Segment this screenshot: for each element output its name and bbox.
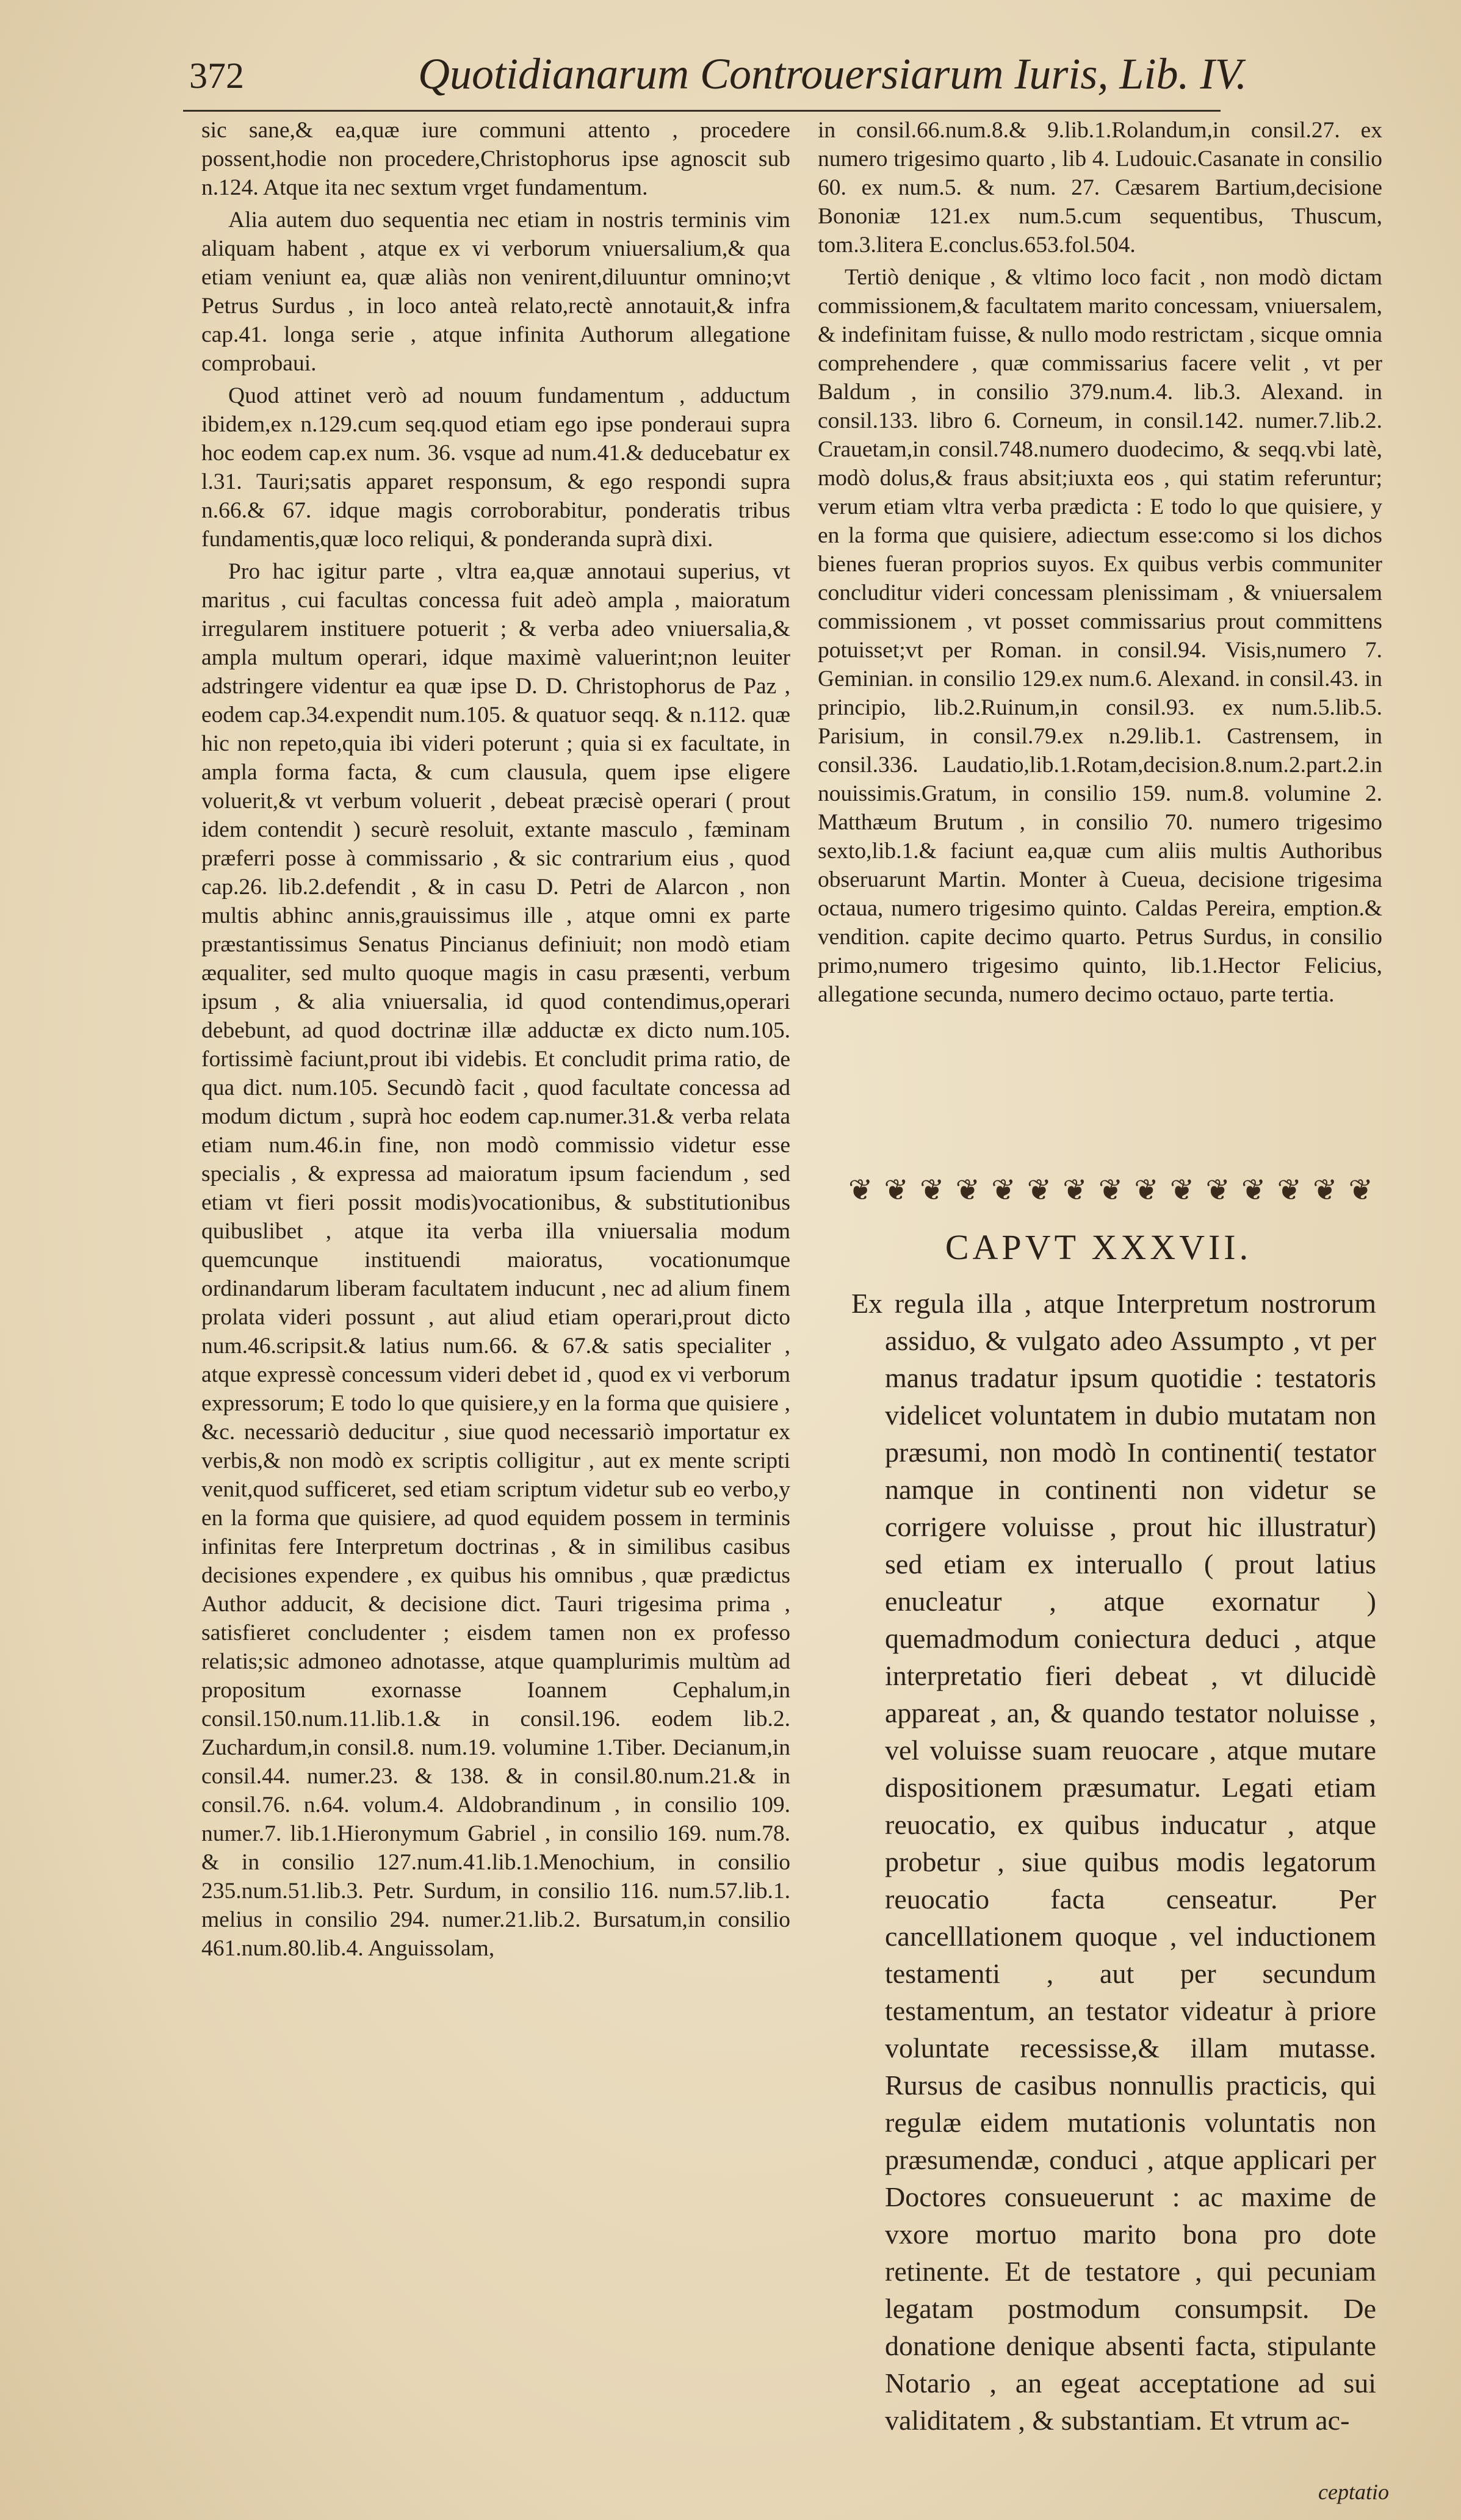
catchword: ceptatio [1318, 2480, 1389, 2504]
page-header [183, 43, 1247, 112]
fleuron-icon: ❦ [920, 1173, 945, 1207]
fleuron-icon: ❦ [1062, 1173, 1088, 1207]
left-column [201, 116, 790, 1966]
left-paragraph-3: Quod attinet verò ad nouum fundamentum , adductum ibidem,ex n.129.cum seq.quod etiam ego ipse ponderaui supra hoc eodem cap.ex num. 36. vsque ad num.41.& deducebatur ex l.31. Tauri;satis apparet responsum, & ego respondi supra n.66.& 67. idque magis corroborabitur, ponderatis tribus fundamentis,quæ loco reliqui, & ponderanda suprà dixi. [201, 383, 790, 552]
fleuron-icon: ❦ [848, 1173, 873, 1207]
right-column [818, 116, 1382, 1013]
running-head: Quotidianarum Controuersiarum Iuris, Lib. IV. [418, 49, 1247, 98]
fleuron-icon: ❦ [1241, 1173, 1266, 1207]
fleuron-icon: ❦ [955, 1173, 980, 1207]
fleuron-icon: ❦ [884, 1173, 909, 1207]
fleuron-ornament-band [848, 1172, 1373, 1208]
fleuron-icon: ❦ [1277, 1173, 1302, 1207]
fleuron-icon: ❦ [1205, 1173, 1230, 1207]
fleuron-icon: ❦ [1169, 1173, 1195, 1207]
fleuron-icon: ❦ [1348, 1173, 1373, 1207]
chapter-summary-text: Ex regula illa , atque Interpretum nostrorum assiduo, & vulgato adeo Assumpto , vt per manus tradatur ipsum quotidie : testatoris videlicet voluntatem in dubio mutatam non præsumi, non modò In continenti( testator namque in continenti non videtur se corrigere voluisse , prout hic illustratur) sed etiam ex interuallo ( prout latius enucleatur , atque exornatur ) quemadmodum coniectura deduci , atque interpretatio fieri debeat , vt dilucidè appareat , an, & quando testator noluisse , vel voluisse suam reuocare , atque mutare dispositionem præsumatur. Legati etiam reuocatio, ex quibus inducatur , atque probetur , siue quibus modis legatorum reuocatio facta censeatur. Per cancelllationem quoque , vel inductionem testamenti , aut per secundum testamentum, an testator videatur à priore voluntate recessisse,& illam mutasse. Rursus de casibus nonnullis practicis, qui regulæ eidem mutationis voluntatis non præsumendæ, conduci , atque applicari per Doctores consueuerunt : ac maxime de vxore mortuo marito bona pro dote retinente. Et de testatore , qui pecuniam legatam postmodum consumpsit. De donatione denique absenti facta, stipulante Notario , an egeat acceptatione ad sui validitatem , & substantiam. Et vtrum ac- [851, 1288, 1376, 2436]
right-paragraph-1: in consil.66.num.8.& 9.lib.1.Rolandum,in consil.27. ex numero trigesimo quarto , lib 4. Ludouic.Casanate in consilio 60. ex num.5. & num. 27. Cæsarem Bartium,decisione Bononiæ 121.ex num.5.cum sequentibus, Thuscum, tom.3.litera E.conclus.653.fol.504. [818, 118, 1382, 258]
page-number: 372 [189, 56, 244, 96]
left-paragraph-1: sic sane,& ea,quæ iure communi attento , procedere possent,hodie non procedere,Christophorus ipse agnoscit sub n.124. Atque ita nec sextum vrget fundamentum. [201, 118, 790, 200]
left-paragraph-2: Alia autem duo sequentia nec etiam in nostris terminis vim aliquam habent , atque ex vi verborum vniuersalium,& qua etiam veniunt ea, quæ aliàs non venirent,diluuntur omnino;vt Petrus Surdus , in loco anteà relato,rectè annotauit,& infra cap.41. longa serie , atque infinita Authorum allegatione comprobaui. [201, 208, 790, 376]
chapter-summary [851, 1285, 1376, 2439]
right-paragraph-2: Tertiò denique , & vltimo loco facit , non modò dictam commissionem,& facultatem marito concessam, vniuersalem, & indefinitam fuisse, & nullo modo restrictam , sicque omnia comprehendere , quæ commissarius facere velit , vt per Baldum , in consilio 379.num.4. lib.3. Alexand. in consil.133. libro 6. Corneum, in consil.142. numer.7.lib.2. Crauetam,in consil.748.numero duodecimo, & seqq.vbi latè, modò dolus,& fraus absit;iuxta eos , qui statim referuntur; verum etiam vltra verba prædicta : E todo lo que quisiere, y en la forma que quisiere, adiectum esse:como si los dichos bienes fueran proprios suyos. Ex quibus verbis communiter concluditur videri concessam plenissimam , & vniuersalem commissionem , vt posset commissarius prout committens potuisset;vt per Roman. in consil.94. Visis,numero 7. Geminian. in consilio 129.ex num.6. Alexand. in consil.43. in principio, lib.2.Ruinum,in consil.93. ex num.5.lib.5. Parisium, in consil.79.ex n.29.lib.1. Castrensem, in consil.336. Laudatio,lib.1.Rotam,decision.8.num.2.part.2.in nouissimis.Gratum, in consilio 159. num.8. volumine 2. Matthæum Brutum , in consilio 70. numero trigesimo sexto,lib.1.& faciunt ea,quæ cum aliis multis Authoribus obseruarunt Martin. Monter à Cueua, decisione trigesima octaua, numero trigesimo quinto. Caldas Pereira, emption.& vendition. capite decimo quarto. Petrus Surdus, in consilio primo,numero trigesimo quinto, lib.1.Hector Felicius, allegatione secunda, numero decimo octauo, parte tertia. [818, 265, 1382, 1007]
left-paragraph-4: Pro hac igitur parte , vltra ea,quæ annotaui superius, vt maritus , cui facultas concessa fuit adeò ampla , maioratum irregularem instituere potuerit ; & verba adeo vniuersalia,& ampla multum operari, idque maximè valuerint;non leuiter adstringere videntur ea quæ ipse D. D. Christophorus de Paz , eodem cap.34.expendit num.105. & quatuor seqq. & n.112. quæ hic non repeto,quia ibi videri poterunt ; quia si ex facultate, in ampla forma facta, & cum clausula, quem ipse eligere voluerit,& vt verbum voluerit , debeat præcisè operari ( prout idem contendit ) securè resoluit, extante masculo , fæminam præferri posse à commissario , & sic contrarium eius , quod cap.26. lib.2.defendit , & in casu D. Petri de Alarcon , non multis abhinc annis,grauissimus ille , atque omni ex parte præstantissimus Senatus Pincianus definiuit; non modò etiam æqualiter, sed multo quoque magis in casu præsenti, verbum ipsum , & alia vniuersalia, id quod contendimus,operari debebunt, ad quod doctrinæ illæ adductæ ex dicto num.105. fortissimè faciunt,prout ibi videbis. Et concludit prima ratio, de qua dict. num.105. Secundò facit , quod facultate concessa ad modum dictum , suprà hoc eodem cap.numer.31.& verba relata etiam num.46.in fine, non modò commissio videtur esse specialis , & expressa ad maioratum ipsum faciendum , sed etiam vt fieri possit modis)vocationibus, & substitutionibus quibuslibet , atque ita verba illa vniuersalia modum quemcunque instituendi maioratus, vocationumque ordinandarum liberam facultatem inducunt , nec ad alium finem prolata videri possunt , aut aliud etiam operari,prout dicto num.46.scripsit.& latius num.66. & 67.& satis specialiter , atque expressè concessum videri debet id , quod ex vi verborum expressorum; E todo lo que quisiere,y en la forma que quisiere , &c. necessariò deducitur , siue quod necessariò importatur ex verbis,& non modò ex scriptis colligitur , aut ex mente scripti venit,quod sufficeret, sed etiam scriptum videtur sub eo verbo,y en la forma que quisiere, ad quod equidem possem in terminis infinitas fere Interpretum doctrinas , & in similibus casibus decisiones expendere , ex quibus his omnibus , quæ prædictus Author adducit, & decisione dict. Tauri trigesima prima , satisfieret concludenter ; eisdem tamen non ex professo relatis;sic admoneo adnotasse, atque quamplurimis multùm ad propositum exornasse Ioannem Cephalum,in consil.150.num.11.lib.1.& in consil.196. eodem lib.2. Zuchardum,in consil.8. num.19. volumine 1.Tiber. Decianum,in consil.44. numer.23. & 138. & in consil.80.num.21.& in consil.76. n.64. volum.4. Aldobrandinum , in consilio 109. numer.7. lib.1.Hieronymum Gabriel , in consilio 169. num.78. & in consilio 127.num.41.lib.1.Menochium, in consilio 235.num.51.lib.3. Petr. Surdum, in consilio 116. num.57.lib.1. melius in consilio 294. numer.21.lib.2. Bursatum,in consilio 461.num.80.lib.4. Anguissolam, [201, 559, 790, 1961]
fleuron-icon: ❦ [1026, 1173, 1052, 1207]
chapter-title: CAPVT XXXVII. [945, 1227, 1252, 1267]
fleuron-icon: ❦ [1134, 1173, 1159, 1207]
fleuron-icon: ❦ [991, 1173, 1016, 1207]
fleuron-icon: ❦ [1313, 1173, 1338, 1207]
fleuron-icon: ❦ [1098, 1173, 1124, 1207]
